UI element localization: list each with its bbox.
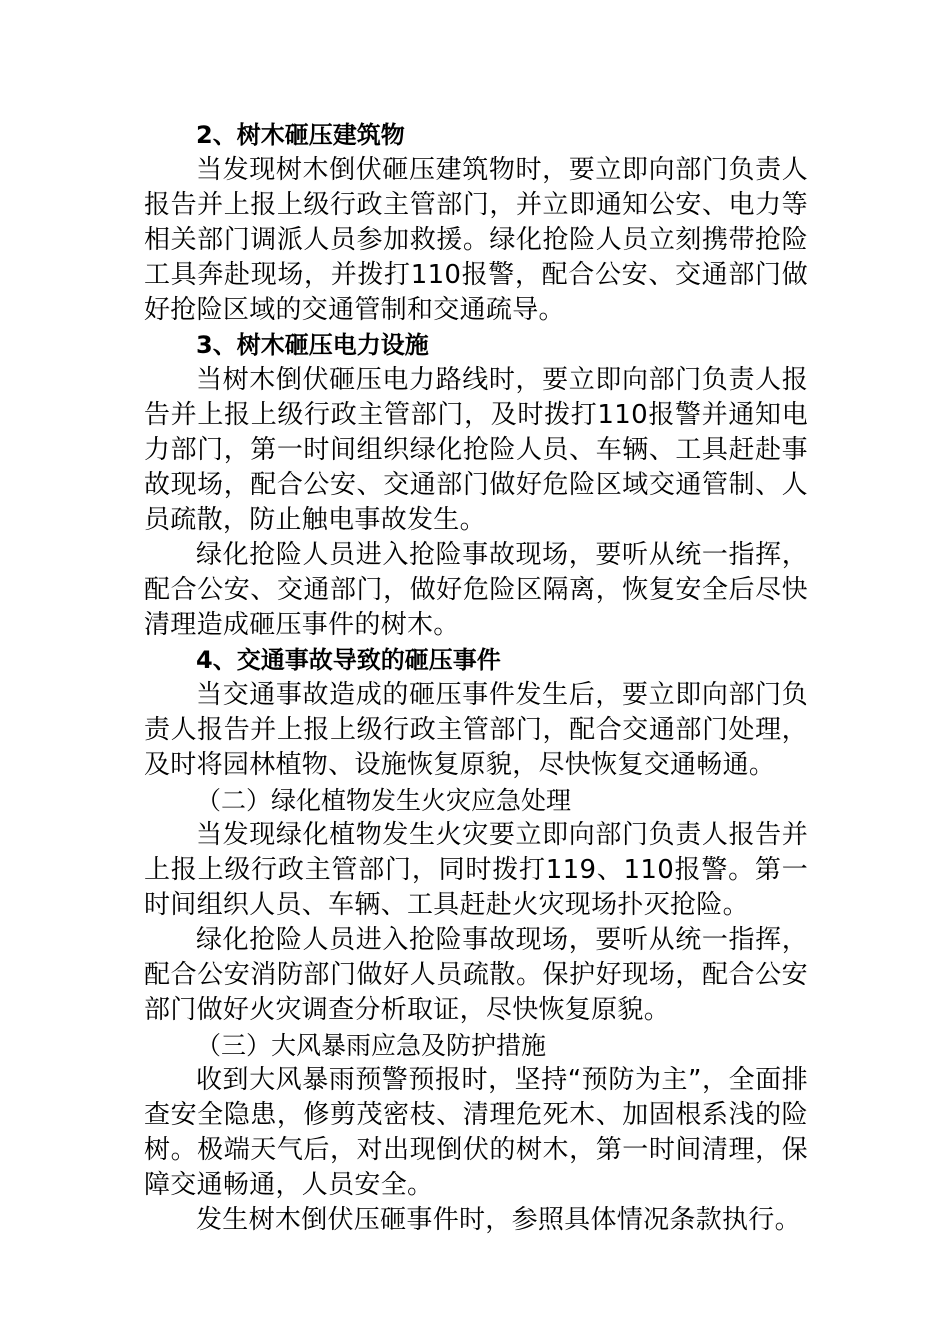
section-heading-building: 2、树木砸压建筑物 xyxy=(196,121,405,149)
paragraph-building-response: 当发现树木倒伏砸压建筑物时，要立即向部门负责人报告并上报上级行政主管部门，并立即通知公安、电力等相关部门调派人员参加救援。绿化抢险人员立刻携带抢险工具奔赴现场，并拨打110报警，配合公安、交通部门做好抢险区域的交通管制和交通疏导。 xyxy=(144,155,808,325)
paragraph-power-onsite: 绿化抢险人员进入抢险事故现场，要听从统一指挥，配合公安、交通部门，做好危险区隔离，恢复安全后尽快清理造成砸压事件的树木。 xyxy=(144,540,808,640)
paragraph-traffic-response: 当交通事故造成的砸压事件发生后，要立即向部门负责人报告并上报上级行政主管部门，配合交通部门处理，及时将园林植物、设施恢复原貌，尽快恢复交通畅通。 xyxy=(144,680,808,780)
section-heading-storm: （三）大风暴雨应急及防护措施 xyxy=(196,1031,547,1060)
section-heading-fire: （二）绿化植物发生火灾应急处理 xyxy=(196,786,572,815)
section-heading-traffic: 4、交通事故导致的砸压事件 xyxy=(196,646,501,674)
paragraph-fire-onsite: 绿化抢险人员进入抢险事故现场，要听从统一指挥，配合公安消防部门做好人员疏散。保护好现场，配合公安部门做好火灾调查分析取证，尽快恢复原貌。 xyxy=(144,925,808,1025)
section-heading-power: 3、树木砸压电力设施 xyxy=(196,331,429,359)
paragraph-fire-response: 当发现绿化植物发生火灾要立即向部门负责人报告并上报上级行政主管部门，同时拨打119、110报警。第一时间组织人员、车辆、工具赶赴火灾现场扑灭抢险。 xyxy=(144,820,808,920)
paragraph-storm-prevention: 收到大风暴雨预警预报时，坚持“预防为主”，全面排查安全隐患，修剪茂密枝、清理危死木、加固根系浅的险树。极端天气后，对出现倒伏的树木，第一时间清理，保障交通畅通，人员安全。 xyxy=(144,1065,808,1200)
paragraph-storm-clause: 发生树木倒伏压砸事件时，参照具体情况条款执行。 xyxy=(196,1205,801,1235)
paragraph-power-response: 当树木倒伏砸压电力路线时，要立即向部门负责人报告并上报上级行政主管部门，及时拨打110报警并通知电力部门，第一时间组织绿化抢险人员、车辆、工具赶赴事故现场，配合公安、交通部门做好危险区域交通管制、人员疏散，防止触电事故发生。 xyxy=(144,365,808,535)
document-page xyxy=(144,118,808,1238)
